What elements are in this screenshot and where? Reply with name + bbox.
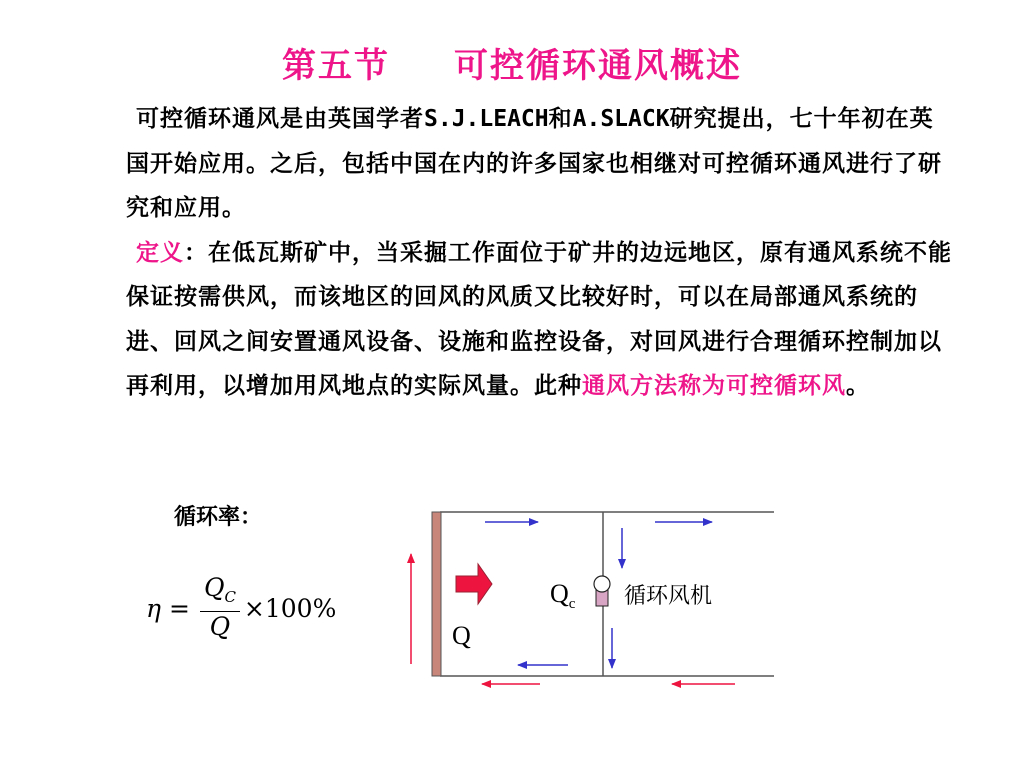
formula-denominator: Q [209, 612, 231, 641]
qc-label: $Q_c$ [550, 579, 576, 612]
recirculation-fan-icon [594, 576, 610, 606]
formula-equals: = [168, 593, 190, 623]
section-heading: 可控循环通风概述 [454, 46, 742, 86]
fresh-air-block-arrow [456, 564, 492, 604]
fan-label: 循环风机 [624, 584, 713, 609]
intro-part2: 研究提出，七十年初在英国开始应用。之后，包括中国在内的许多国家也相继对可控循环通风进行了研究和应用。 [126, 106, 942, 221]
formula-eta: η [146, 593, 161, 623]
formula-multiplier: ×100% [243, 593, 337, 623]
definition-label: 定义 [136, 239, 184, 266]
definition-text: ：在低瓦斯矿中，当采掘工作面位于矿井的边远地区，原有通风系统不能保证按需供风，而该地区的回风的风质又比较好时，可以在局部通风系统的进、回风之间安置通风设备、设施和监控设备，对回风进行合理循环控制加以再利用，以增加用风地点的实际风量。此种 [126, 239, 952, 399]
formula-numerator-sub: C [224, 588, 236, 606]
definition-end: 。 [846, 373, 870, 399]
circulation-rate-label: 循环率： [174, 505, 263, 530]
q-label: Q [452, 621, 471, 650]
intro-names: S.J.LEACH [424, 106, 549, 132]
intro-names2: A.SLACK [572, 106, 670, 132]
formula-numerator: $Q_C$ [200, 574, 240, 612]
definition-highlight: 通风方法称为可控循环风 [582, 373, 846, 399]
intro-and: 和 [548, 106, 573, 132]
section-number: 第五节 [282, 46, 390, 86]
working-face-wall [432, 512, 441, 676]
intro-part1: 可控循环通风是由英国学者 [136, 106, 424, 132]
